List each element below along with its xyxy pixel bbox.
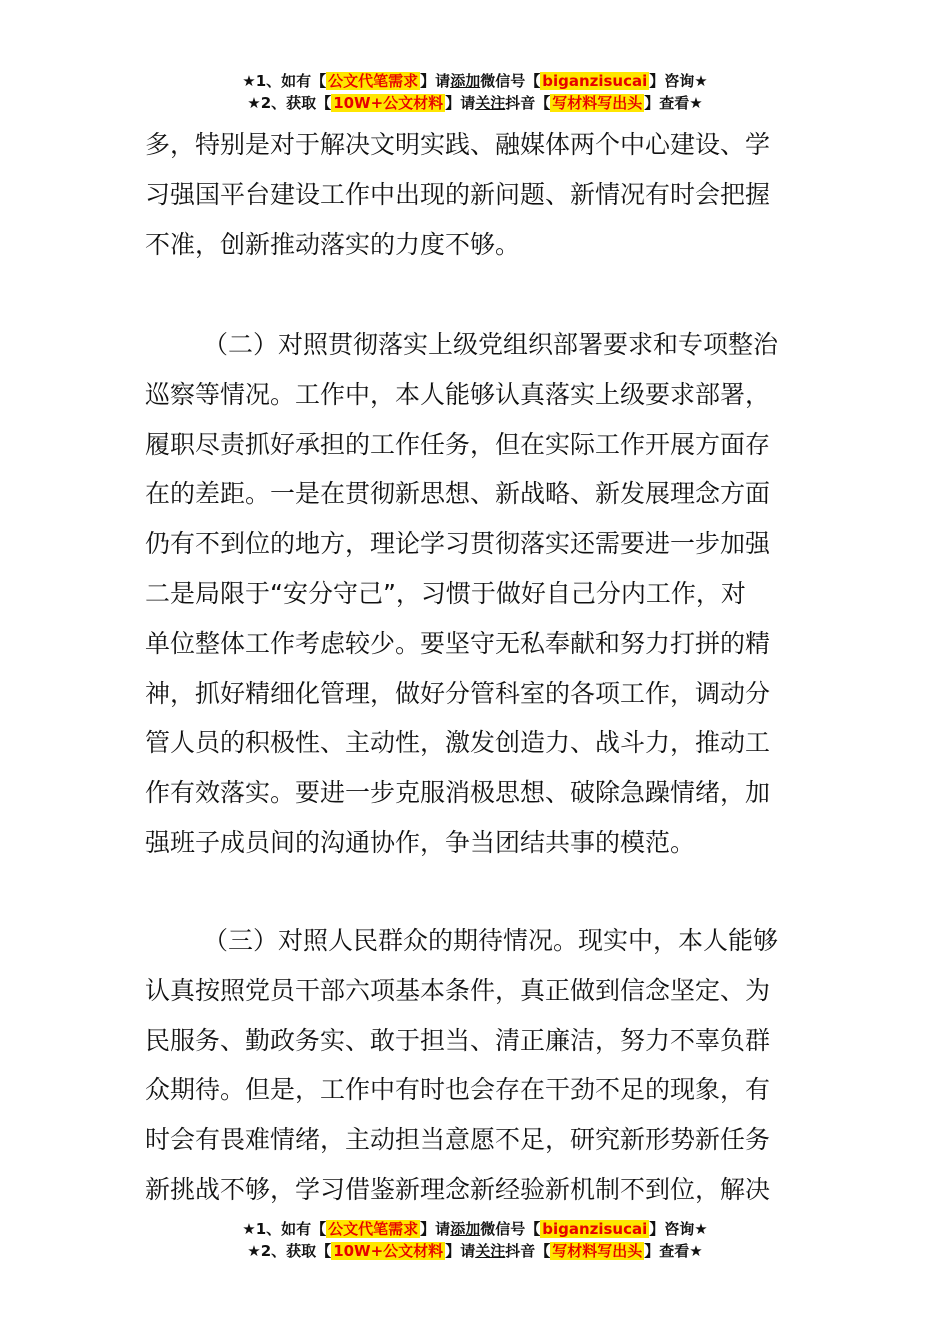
banner-text: 】查看★: [644, 1242, 703, 1260]
text-line: 习强国平台建设工作中出现的新问题、新情况有时会把握: [145, 179, 771, 209]
banner-highlight: 10W+公文材料: [333, 94, 444, 112]
text-line: 民服务、勤政务实、敢于担当、清正廉洁，努力不辜负群: [145, 1025, 771, 1055]
document-body-section-2: [145, 320, 810, 868]
banner-text: ★1、如有【: [242, 1220, 327, 1238]
banner-line-1: [0, 70, 950, 92]
banner-line-2: [0, 92, 950, 114]
text-line: 众期待。但是，工作中有时也会存在干劲不足的现象，有: [145, 1075, 771, 1105]
text-line: 不准，创新推动落实的力度不够。: [145, 229, 521, 259]
banner-line-2: [0, 1240, 950, 1262]
text-line: （二）对照贯彻落实上级党组织部署要求和专项整治: [203, 330, 779, 359]
paragraph-1: [145, 120, 810, 269]
banner-text: 】查看★: [644, 94, 703, 112]
banner-underlined-text: 关注: [475, 1242, 506, 1260]
banner-text: 微信号【: [480, 72, 541, 90]
banner-text: 抖音【: [505, 1242, 551, 1260]
banner-text: 】请: [445, 94, 476, 112]
text-line: 认真按照党员干部六项基本条件，真正做到信念坚定、为: [145, 975, 771, 1005]
banner-text: 】请: [420, 1220, 451, 1238]
banner-underlined-text: 添加: [450, 1220, 481, 1238]
text-line: 管人员的积极性、主动性，激发创造力、战斗力，推动工: [145, 728, 771, 758]
banner-line-1: [0, 1218, 950, 1240]
text-line: 巡察等情况。工作中，本人能够认真落实上级要求部署，: [145, 379, 771, 409]
banner-highlight: 公文代笔需求: [328, 1220, 419, 1238]
text-line: 单位整体工作考虑较少。要坚守无私奉献和努力打拼的精: [145, 628, 771, 658]
banner-text: ★2、获取【: [247, 1242, 332, 1260]
text-line: 二是局限于“安分守己”，习惯于做好自己分内工作，对: [145, 578, 746, 608]
banner-underlined-text: 关注: [475, 94, 506, 112]
document-body: [145, 120, 810, 269]
banner-text: ★2、获取【: [247, 94, 332, 112]
document-body-section-3: [145, 916, 810, 1215]
text-line: 强班子成员间的沟通协作，争当团结共事的模范。: [145, 827, 696, 857]
text-line: 神，抓好精细化管理，做好分管科室的各项工作，调动分: [145, 678, 771, 708]
banner-text: 抖音【: [505, 94, 551, 112]
banner-text: 】咨询★: [649, 1220, 708, 1238]
banner-text: 微信号【: [480, 1220, 541, 1238]
banner-douyin-account: 写材料写出头: [552, 94, 643, 112]
paragraph-2: [145, 320, 810, 868]
text-line: 在的差距。一是在贯彻新思想、新战略、新发展理念方面: [145, 479, 771, 509]
footer-banner: [0, 1218, 950, 1262]
paragraph-3: [145, 916, 810, 1215]
text-line: （三）对照人民群众的期待情况。现实中，本人能够: [203, 926, 779, 955]
banner-text: 】请: [445, 1242, 476, 1260]
text-line: 仍有不到位的地方，理论学习贯彻落实还需要进一步加强: [145, 529, 771, 559]
banner-highlight: 公文代笔需求: [328, 72, 419, 90]
text-line: 新挑战不够，学习借鉴新理念新经验新机制不到位，解决: [145, 1174, 771, 1204]
text-line: 多，特别是对于解决文明实践、融媒体两个中心建设、学: [145, 130, 771, 159]
banner-text: 】请: [420, 72, 451, 90]
banner-highlight: 10W+公文材料: [333, 1242, 444, 1260]
banner-text: 】咨询★: [649, 72, 708, 90]
text-line: 作有效落实。要进一步克服消极思想、破除急躁情绪，加: [145, 778, 771, 808]
text-line: 履职尽责抓好承担的工作任务，但在实际工作开展方面存: [145, 429, 771, 459]
banner-wechat-id: biganzisucai: [542, 1220, 648, 1238]
text-line: 时会有畏难情绪，主动担当意愿不足，研究新形势新任务: [145, 1125, 771, 1155]
banner-underlined-text: 添加: [450, 72, 481, 90]
banner-wechat-id: biganzisucai: [542, 72, 648, 90]
banner-douyin-account: 写材料写出头: [552, 1242, 643, 1260]
header-banner: [0, 70, 950, 114]
banner-text: ★1、如有【: [242, 72, 327, 90]
